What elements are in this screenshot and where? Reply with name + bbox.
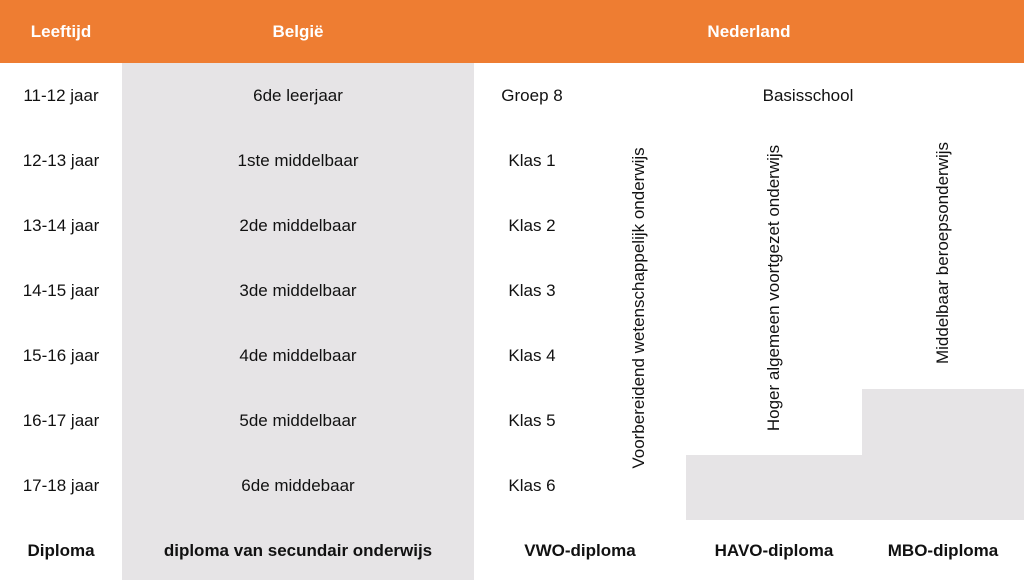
row-age: 16-17 jaar — [22, 411, 100, 430]
row-nl-class: Klas 3 — [508, 281, 556, 300]
basisschool-label: Basisschool — [762, 86, 854, 105]
vwo-track-label: Voorbereidend wetenschappelijk onderwijs — [629, 147, 648, 469]
mbo-track-label: Middelbaar beroepsonderwijs — [933, 141, 952, 365]
row-age: 13-14 jaar — [22, 216, 100, 235]
havo-track-label: Hoger algemeen voortgezet onderwijs — [764, 144, 783, 432]
row-nl-class: Klas 6 — [508, 476, 556, 495]
row-belgium-grade: 6de middebaar — [241, 476, 355, 495]
row-age: 12-13 jaar — [22, 151, 100, 170]
row-nl-class: Klas 1 — [508, 151, 556, 170]
header-age: Leeftijd — [30, 22, 92, 41]
row-belgium-grade: 4de middelbaar — [239, 346, 357, 365]
row-nl-class: Klas 2 — [508, 216, 556, 235]
row-belgium-grade: 3de middelbaar — [239, 281, 357, 300]
row-age: 11-12 jaar — [23, 86, 99, 105]
row-belgium-grade: 6de leerjaar — [253, 86, 343, 105]
row-age: 15-16 jaar — [22, 346, 100, 365]
footer-vwo-diploma: VWO-diploma — [524, 541, 636, 560]
row-nl-class: Klas 4 — [508, 346, 556, 365]
footer-diploma-label: Diploma — [27, 541, 95, 560]
footer-havo-diploma: HAVO-diploma — [714, 541, 834, 560]
row-belgium-grade: 1ste middelbaar — [237, 151, 359, 170]
header-netherlands: Nederland — [707, 22, 791, 41]
mbo-end-shade — [862, 389, 1024, 455]
row-nl-class: Klas 5 — [508, 411, 556, 430]
havo-end-shade — [686, 455, 1024, 520]
footer-mbo-diploma: MBO-diploma — [887, 541, 999, 560]
row-age: 14-15 jaar — [22, 281, 100, 300]
row-nl-class: Groep 8 — [501, 86, 563, 105]
table-header — [0, 0, 1024, 63]
row-belgium-grade: 5de middelbaar — [239, 411, 357, 430]
header-belgium: België — [272, 22, 324, 41]
footer-belgium-diploma: diploma van secundair onderwijs — [163, 541, 433, 560]
row-belgium-grade: 2de middelbaar — [239, 216, 357, 235]
row-age: 17-18 jaar — [22, 476, 100, 495]
